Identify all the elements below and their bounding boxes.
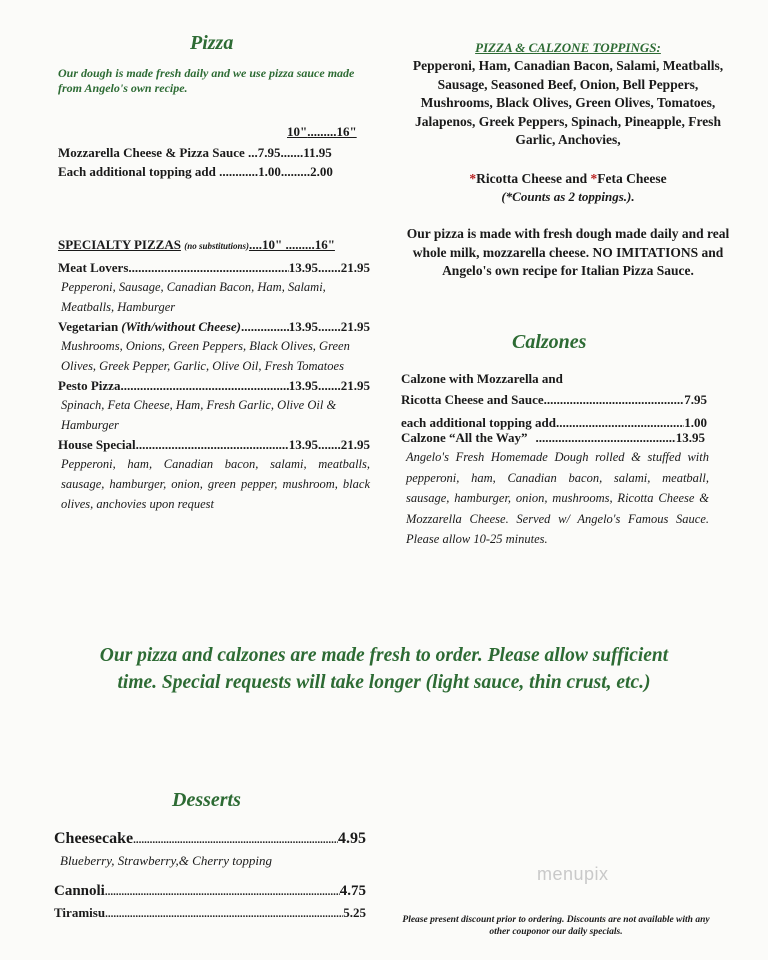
item-name: Pesto Pizza (58, 378, 121, 393)
premium-marker: * (469, 171, 477, 186)
item-description: Mushrooms, Onions, Green Peppers, Black Olives, Green Olives, Greek Pepper, Garlic, Olive Oil, Fresh Tomatoes (61, 339, 350, 373)
calzone-item (401, 368, 707, 410)
item-price-small: 13.95 (288, 437, 318, 452)
item-price-small: 1.00 (258, 164, 281, 179)
dessert-description: Blueberry, Strawberry,& Cherry topping (60, 853, 272, 868)
pizza-heading: Pizza (190, 32, 234, 54)
item-price-sep: ....... (318, 437, 341, 452)
specialty-item (58, 376, 370, 435)
calzone-topping-price: 1.00 (684, 415, 707, 430)
dessert-price: 4.75 (339, 883, 366, 899)
item-price-sep: ....... (280, 145, 304, 160)
pizza-price-list (58, 143, 370, 181)
premium-item-ricotta: Ricotta Cheese and (476, 171, 591, 186)
item-price-sep: ....... (318, 260, 341, 275)
size-separator: ......... (307, 124, 337, 139)
calzone-name-line2: Ricotta Cheese and Sauce (401, 392, 544, 407)
size-small-label: 10" (287, 124, 308, 139)
toppings-list: Pepperoni, Ham, Canadian Bacon, Salami, Meatballs, Sausage, Seasoned Beef, Onion, Bell Peppers, Mushrooms, Black Olives, Green Olives, Tomatoes, Jalapenos, Greek Peppers, Spinach, Pineapple, Fresh Garlic, Anchovies, (412, 58, 724, 148)
toppings-heading: PIZZA & CALZONE TOPPINGS: (475, 40, 661, 55)
item-name: Each additional topping add ............ (58, 164, 259, 179)
item-price-sep: ....... (318, 378, 341, 393)
item-price-large: 21.95 (340, 260, 370, 275)
dessert-name: Tiramisu (54, 905, 106, 920)
specialty-item (58, 317, 370, 376)
item-description: Pepperoni, Sausage, Canadian Bacon, Ham, Salami, Meatballs, Hamburger (61, 280, 326, 314)
item-price-large: 21.95 (340, 437, 370, 452)
specialty-list (58, 258, 370, 514)
pizza-size-header (287, 124, 357, 140)
calzone-all-the-way (401, 428, 709, 550)
specialty-note: (no substitutions) (184, 241, 249, 251)
specialty-size-header: ....10" .........16" (248, 237, 335, 252)
toppings-premium (403, 170, 733, 189)
pizza-intro: Our dough is made fresh daily and we use pizza sauce made from Angelo's own recipe. (58, 66, 355, 95)
item-description: Spinach, Feta Cheese, Ham, Fresh Garlic, Olive Oil & Hamburger (61, 398, 337, 432)
specialty-heading: SPECIALTY PIZZAS (58, 237, 181, 252)
premium-item-feta: Feta Cheese (597, 171, 667, 186)
item-description: Angelo's Fresh Homemade Dough rolled & stuffed with pepperoni, ham, Canadian bacon, salami, meatball, sausage, hamburger, onion, mushrooms, Ricotta Cheese & Mozzarella Cheese. Served w/ Angelo's Famous Sauce. Please allow 10-25 minutes. (406, 450, 709, 546)
watermark-logo: menupix (537, 864, 609, 884)
freshness-banner: Our pizza and calzones are made fresh to order. Please allow sufficient time. Special requests will take longer (light sauce, thin crust, etc.) (99, 645, 669, 693)
item-qualifier: (With/without Cheese) (121, 319, 241, 334)
desserts-heading: Desserts (172, 789, 241, 811)
item-price-large: 21.95 (340, 378, 370, 393)
dessert-item (54, 828, 366, 871)
dessert-price: 4.95 (338, 830, 366, 847)
menu-item-row (58, 162, 370, 181)
item-price: 13.95 (675, 430, 705, 445)
calzone-price: 7.95 (684, 392, 707, 407)
item-price-sep: ......... (280, 164, 311, 179)
item-description: Pepperoni, ham, Canadian bacon, salami, meatballs, sausage, hamburger, onion, green pepper, mushroom, black olives, anchovies upon request (61, 457, 370, 511)
item-name: Meat Lovers (58, 260, 129, 275)
calzone-list (401, 368, 707, 433)
size-large-label: 16" (336, 124, 357, 139)
item-price-large: 21.95 (340, 319, 370, 334)
desserts-list (54, 828, 366, 924)
item-name: Vegetarian (58, 319, 119, 334)
dessert-price: 5.25 (343, 905, 366, 920)
pizza-quality-note: Our pizza is made with fresh dough made daily and real whole milk, mozzarella cheese. NO IMITATIONS and Angelo's own recipe for Italian Pizza Sauce. (406, 226, 730, 279)
item-price-small: 13.95 (288, 378, 318, 393)
item-name: Mozzarella Cheese & Pizza Sauce ... (58, 145, 258, 160)
toppings-premium-note: (*Counts as 2 toppings.). (501, 189, 635, 204)
calzone-topping-label: each additional topping add (401, 415, 556, 430)
item-price-large: 11.95 (303, 145, 332, 160)
item-price-sep: ....... (318, 319, 341, 334)
dessert-name: Cannoli (54, 883, 105, 899)
dessert-item (54, 880, 366, 903)
specialty-item (58, 435, 370, 514)
specialty-item (58, 258, 370, 317)
calzones-heading: Calzones (512, 331, 587, 353)
item-price-large: 2.00 (310, 164, 333, 179)
dessert-item (54, 903, 366, 924)
specialty-header (58, 237, 370, 253)
item-price-small: 13.95 (288, 260, 318, 275)
item-price-small: 13.95 (288, 319, 318, 334)
item-name: House Special (58, 437, 136, 452)
menu-item-row (58, 143, 370, 162)
dessert-name: Cheesecake (54, 830, 134, 847)
item-name: Calzone “All the Way” (401, 430, 528, 445)
discount-disclaimer: Please present discount prior to ordering. Discounts are not available with any other couponor our daily specials. (402, 915, 710, 937)
item-price-small: 7.95 (257, 145, 281, 160)
premium-marker: * (590, 171, 598, 186)
calzone-name-line1: Calzone with Mozzarella and (401, 371, 563, 386)
